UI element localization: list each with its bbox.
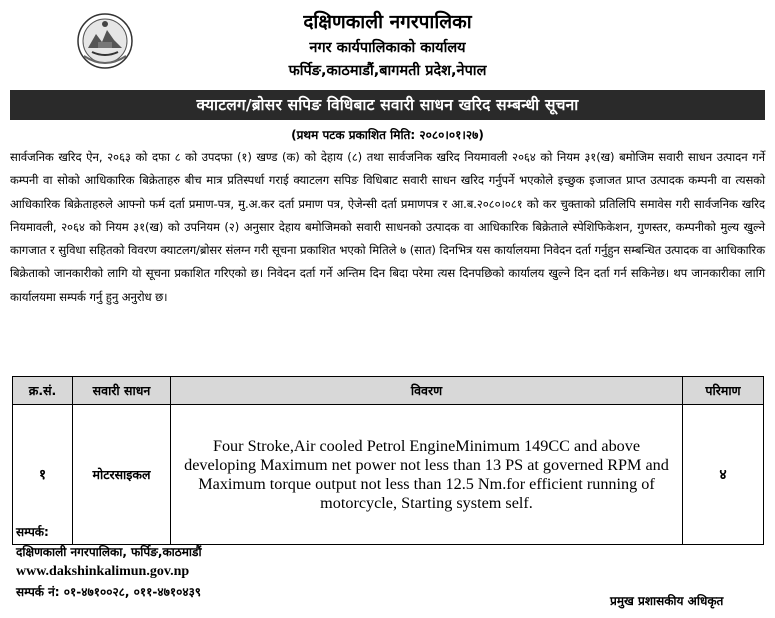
signature-title: प्रमुख प्रशासकीय अधिकृत [610, 594, 724, 608]
header-vehicle: सवारी साधन [73, 377, 171, 405]
first-published-date: (प्रथम पटक प्रकाशित मिति: २०८०।०१।२७) [291, 128, 484, 142]
office-address: फर्पिङ,काठमाडौं,बागमती प्रदेश,नेपाल [288, 63, 487, 79]
contact-block [16, 522, 202, 602]
cell-description: Four Stroke,Air cooled Petrol EngineMinimum 149CC and above developing Maximum net power not less than 13 PS at governed RPM and Maximum torque output not less than 12.5 Nm.for efficient running of motorcycle, Starting system self. [171, 405, 683, 545]
vehicle-table [12, 376, 764, 545]
header-description: विवरण [171, 377, 683, 405]
notice-body: सार्वजनिक खरिद ऐन, २०६३ को दफा ८ को उपदफा (१) खण्ड (क) को देहाय (८) तथा सार्वजनिक खरिद नियमावली २०६४ को नियम ३१(ख) बमोजिम सवारी साधन उत्पादन गर्ने कम्पनी वा सोको आधिकारिक बिक्रेताहरु बीच मात्र प्रतिस्पर्धा गराई क्याटलग सपिङ विधिबाट सवारी साधन खरिद गर्नुपर्ने भएकोले इच्छुक इजाजत प्राप्त उत्पादक कम्पनी वा त्यसको आधिकारिक बिक्रेताहरुले आफ्नो फर्म दर्ता प्रमाण-पत्र, मु.अ.कर दर्ता प्रमाण पत्र, ऐजेन्सी दर्ता प्रमाणपत्र र आ.ब.२०८०।०८१ को कर चुक्ताको प्रतिलिपि समावेस गरी सार्वजनिक खरिद नियमावली, २०६४ को नियम ३१(ख) को उपनियम (२) अनुसार देहाय बमोजिमको सवारी साधनको उत्पादक वा आधिकारिक बिक्रेताले स्पेशिफिकेशन, गुणस्तर, कम्पनीको मुल्य खुल्ने कागजात र सुविधा सहितको विवरण क्याटलग/ब्रोसर संलग्न गरी सूचना प्रकाशित भएको मितिले ७ (सात) दिनभित्र यस कार्यालयमा निवेदन दर्ता गर्नुहुन सम्बन्धित उत्पादक वा आधिकारिक बिक्रेताको जानकारीको लागि यो सूचना प्रकाशित गरिएको छ। निवेदन दर्ता गर्ने अन्तिम दिन बिदा परेमा त्यस दिनपछिको कार्यालय खुल्ने दिन दर्ता गर्न सकिनेछ। थप जानकारीका लागि कार्यालयमा सम्पर्क गर्नु हुनु अनुरोध छ। [10, 150, 765, 304]
letterhead [0, 0, 775, 88]
contact-label: सम्पर्क: [16, 525, 49, 539]
header-quantity: परिमाण [683, 377, 764, 405]
organization-name: दक्षिणकाली नगरपालिका [303, 11, 472, 33]
website-link[interactable]: www.dakshinkalimun.gov.np [16, 564, 190, 579]
table-header-row [13, 377, 764, 405]
cell-vehicle: मोटरसाइकल [73, 405, 171, 545]
contact-office: दक्षिणकाली नगरपालिका, फर्पिङ,काठमाडौं [16, 545, 202, 559]
notice-title: क्याटलग/ब्रोसर सपिङ विधिबाट सवारी साधन खरिद सम्बन्धी सूचना [10, 90, 765, 120]
contact-phone: सम्पर्क नं: ०१-४७१००२८, ०११-४७१०४३९ [16, 585, 202, 599]
office-name: नगर कार्यपालिकाको कार्यालय [309, 40, 466, 56]
cell-quantity: ४ [683, 405, 764, 545]
header-sn: क्र.सं. [13, 377, 73, 405]
cell-sn: १ [13, 405, 73, 545]
